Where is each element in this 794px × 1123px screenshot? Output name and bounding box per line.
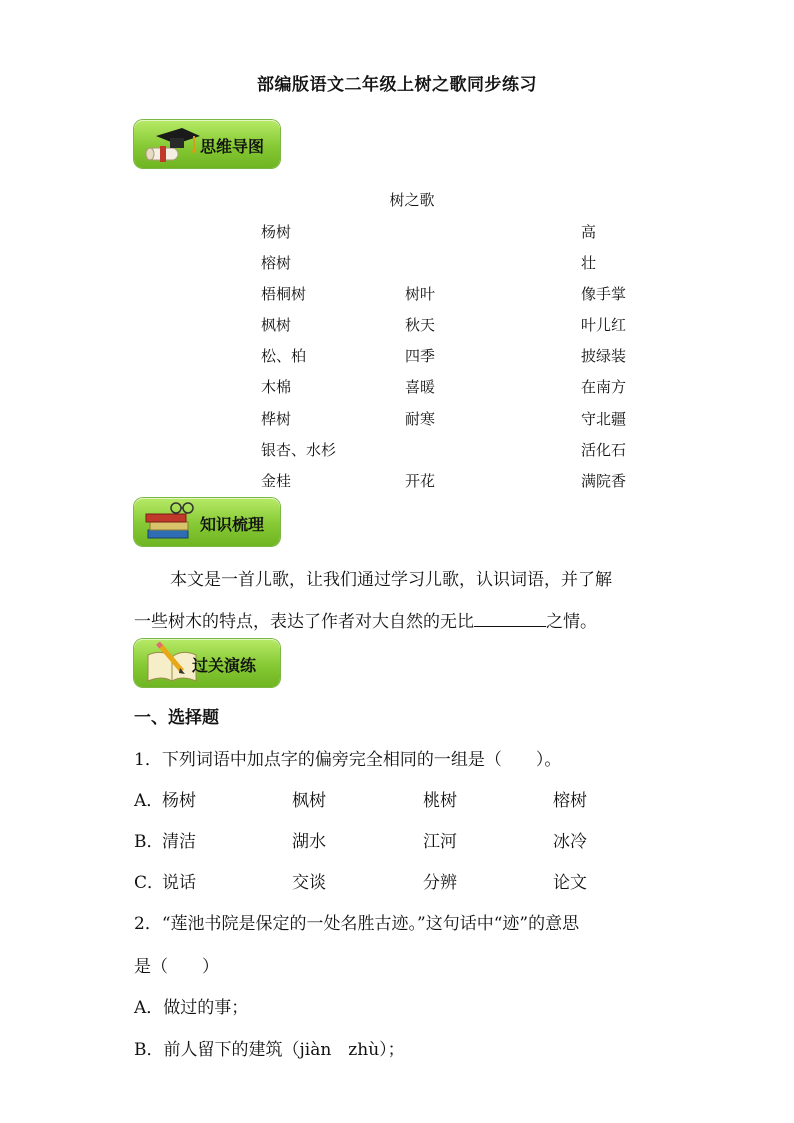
mind-map-center: 树之歌: [389, 191, 435, 209]
mind-map-row: [0, 314, 794, 336]
option-item: 杨树: [162, 791, 196, 811]
graduation-cap-icon: [142, 122, 204, 166]
option-item: 分辨: [423, 873, 457, 893]
tree-feature: 叶儿红: [581, 316, 627, 334]
tree-feature: 在南方: [581, 378, 627, 396]
knowledge-line-1: 本文是一首儿歌，让我们通过学习儿歌，认识词语，并了解: [170, 570, 612, 590]
tree-name: 银杏、水杉: [261, 441, 337, 459]
question-2-stem-line-2: 是（ ）: [134, 957, 219, 977]
knowledge-banner: [134, 498, 280, 546]
mind-map-row: [0, 283, 794, 305]
tree-topic: 树叶: [405, 285, 436, 303]
option-item: 清洁: [162, 832, 196, 852]
option-item: 江河: [423, 832, 457, 852]
tree-name: 松、柏: [261, 347, 307, 365]
question-2-stem-line-1: 2．“莲池书院是保定的一处名胜古迹。”这句话中“迹”的意思: [134, 914, 580, 934]
question-2-option-a[interactable]: A．做过的事；: [134, 998, 249, 1018]
tree-name: 梧桐树: [261, 285, 307, 303]
option-letter: C．: [134, 873, 165, 893]
answer-blank[interactable]: [474, 612, 546, 627]
option-letter: A．: [134, 791, 164, 811]
option-item: 枫树: [292, 791, 326, 811]
option-letter: B．: [134, 832, 164, 852]
tree-feature: 像手掌: [581, 285, 627, 303]
practice-banner: [134, 639, 280, 687]
tree-feature: 壮: [581, 254, 597, 272]
practice-banner-label: 过关演练: [192, 656, 257, 675]
mind-map-row: [0, 345, 794, 367]
tree-topic: 秋天: [405, 316, 436, 334]
tree-name: 榕树: [261, 254, 292, 272]
tree-topic: 喜暖: [405, 378, 436, 396]
page-title: 部编版语文二年级上树之歌同步练习: [257, 75, 537, 95]
mind-map-row: [0, 376, 794, 398]
tree-feature: 活化石: [581, 441, 627, 459]
books-icon: [142, 500, 204, 544]
tree-name: 木棉: [261, 378, 292, 396]
section-heading: 一、选择题: [134, 708, 219, 728]
knowledge-line-2-before: 一些树木的特点，表达了作者对大自然的无比: [134, 612, 474, 632]
option-item: 交谈: [292, 873, 326, 893]
knowledge-banner-label: 知识梳理: [200, 515, 265, 534]
tree-feature: 满院香: [581, 472, 627, 490]
knowledge-line-2-after: 之情。: [546, 612, 597, 632]
mind-map-row: [0, 470, 794, 492]
option-item: 冰冷: [553, 832, 587, 852]
mind-map-row: [0, 252, 794, 274]
question-1-stem: 1．下列词语中加点字的偏旁完全相同的一组是（ ）。: [134, 750, 562, 770]
mind-map-row: [0, 408, 794, 430]
tree-topic: 耐寒: [405, 410, 436, 428]
mind-map-row: [0, 439, 794, 461]
tree-feature: 披绿装: [581, 347, 627, 365]
mind-map-banner: [134, 120, 280, 168]
mind-map-row: [0, 221, 794, 243]
option-item: 论文: [553, 873, 587, 893]
option-item: 说话: [162, 873, 196, 893]
question-2-option-b[interactable]: B．前人留下的建筑（jiàn zhù）；: [134, 1040, 405, 1060]
tree-topic: 开花: [405, 472, 436, 490]
option-item: 榕树: [553, 791, 587, 811]
tree-feature: 守北疆: [581, 410, 627, 428]
tree-feature: 高: [581, 223, 597, 241]
tree-name: 桦树: [261, 410, 292, 428]
option-item: 桃树: [423, 791, 457, 811]
tree-name: 枫树: [261, 316, 292, 334]
option-item: 湖水: [292, 832, 326, 852]
tree-topic: 四季: [405, 347, 436, 365]
knowledge-line-2: [134, 607, 597, 632]
mind-map-banner-label: 思维导图: [200, 137, 265, 156]
tree-name: 金桂: [261, 472, 292, 490]
tree-name: 杨树: [261, 223, 292, 241]
